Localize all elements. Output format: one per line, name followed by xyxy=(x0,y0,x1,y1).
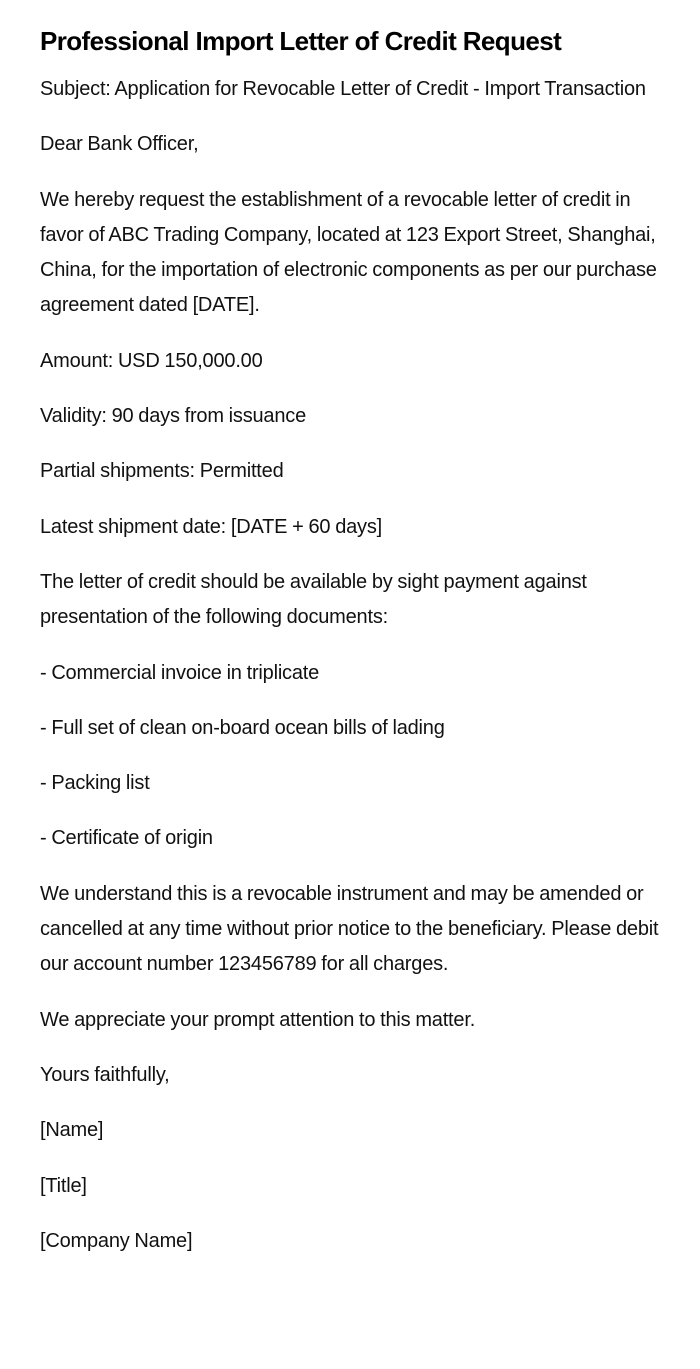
document-title: Professional Import Letter of Credit Request xyxy=(40,26,562,56)
partial-shipments-term: Partial shipments: Permitted xyxy=(40,460,284,483)
signature-company: [Company Name] xyxy=(40,1229,193,1252)
validity-term: Validity: 90 days from issuance xyxy=(40,405,306,428)
document-list-item: - Packing list xyxy=(40,772,150,795)
closing-line: We appreciate your prompt attention to this matter. xyxy=(40,1008,476,1031)
documents-intro: The letter of credit should be available by sight payment against presentation of the following documents: xyxy=(40,570,587,629)
subject-line: Subject: Application for Revocable Letter of Credit - Import Transaction xyxy=(40,78,646,100)
document-list-item: - Commercial invoice in triplicate xyxy=(40,661,320,684)
salutation: Dear Bank Officer, xyxy=(40,133,199,156)
intro-paragraph: We hereby request the establishment of a revocable letter of credit in favor of ABC Trading Company, located at 123 Export Street, Shanghai, China, for the importation of electronic components as per our purchase agreement dated [DATE]. xyxy=(40,188,657,317)
latest-shipment-term: Latest shipment date: [DATE + 60 days] xyxy=(40,515,382,538)
document-list-item: - Full set of clean on-board ocean bills of lading xyxy=(40,716,445,739)
signature-title: [Title] xyxy=(40,1174,87,1197)
sign-off: Yours faithfully, xyxy=(40,1063,170,1086)
signature-name: [Name] xyxy=(40,1119,104,1142)
revocable-notice: We understand this is a revocable instrument and may be amended or cancelled at any time without prior notice to the beneficiary. Please debit our account number 123456789 for all charges. xyxy=(40,882,659,976)
document-list-item: - Certificate of origin xyxy=(40,827,213,850)
amount-term: Amount: USD 150,000.00 xyxy=(40,349,263,372)
